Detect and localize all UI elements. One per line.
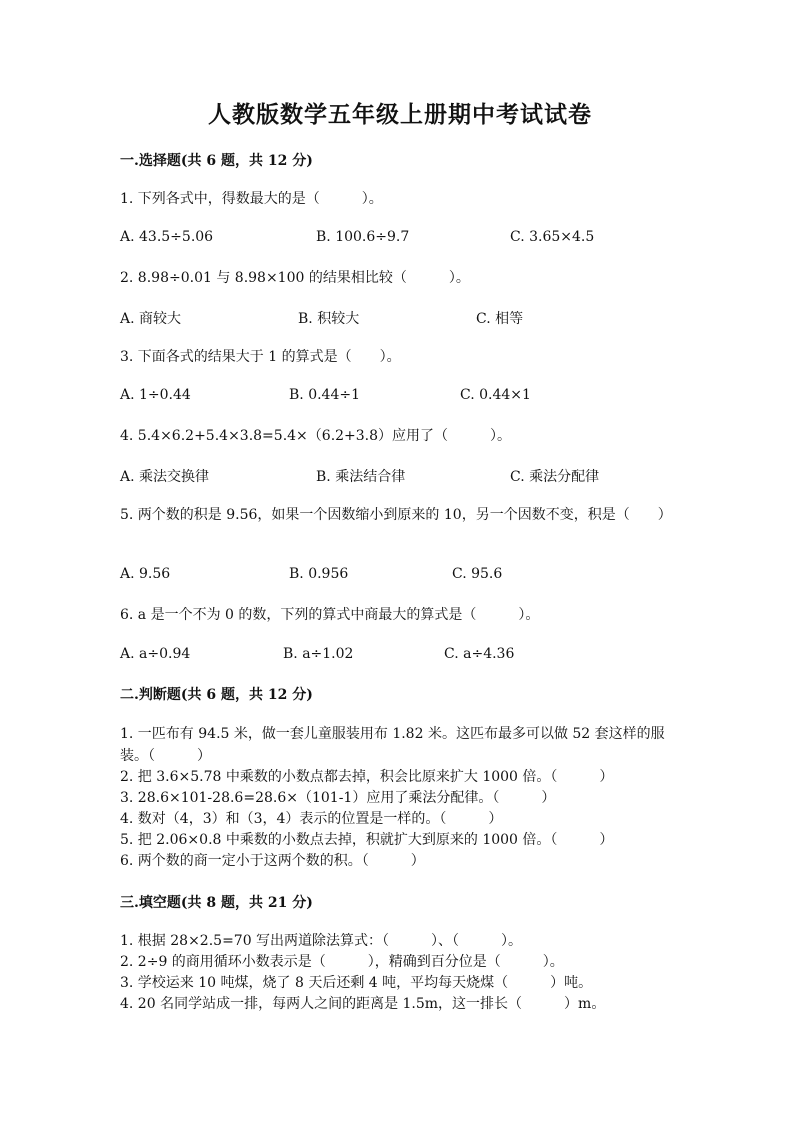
option-b: B. 100.6÷9.7 bbox=[316, 229, 410, 245]
question-text: 3. 下面各式的结果大于 1 的算式是（ ）。 bbox=[120, 349, 401, 365]
question-text: 4. 5.4×6.2+5.4×3.8=5.4×（6.2+3.8）应用了（ ）。 bbox=[120, 428, 512, 444]
question-text: 2. 8.98÷0.01 与 8.98×100 的结果相比较（ ）。 bbox=[120, 270, 470, 286]
option-c: C. 0.44×1 bbox=[460, 387, 531, 403]
option-b: B. 0.44÷1 bbox=[289, 387, 360, 403]
judgement-item: 4. 数对（4，3）和（3，4）表示的位置是一样的。（ ） bbox=[120, 811, 503, 827]
judgement-item: 3. 28.6×101-28.6=28.6×（101-1）应用了乘法分配律。（ ） bbox=[120, 790, 556, 806]
option-b: B. 乘法结合律 bbox=[316, 469, 406, 485]
fill-item: 4. 20 名同学站成一排，每两人之间的距离是 1.5m，这一排长（ ）m。 bbox=[120, 996, 606, 1012]
option-a: A. 43.5÷5.06 bbox=[120, 229, 214, 245]
option-a: A. 1÷0.44 bbox=[120, 387, 191, 403]
option-a: A. 商较大 bbox=[120, 311, 182, 327]
fill-item: 1. 根据 28×2.5=70 写出两道除法算式：（ ）、（ ）。 bbox=[120, 933, 523, 949]
question-text: 1. 下列各式中，得数最大的是（ ）。 bbox=[120, 191, 383, 207]
section-heading-fill: 三.填空题(共 8 题，共 21 分) bbox=[120, 895, 313, 911]
section-heading-choice: 一.选择题(共 6 题，共 12 分) bbox=[120, 153, 313, 169]
judgement-item: 2. 把 3.6×5.78 中乘数的小数点都去掉，积会比原来扩大 1000 倍。（ ） bbox=[120, 769, 614, 785]
option-c: C. 3.65×4.5 bbox=[510, 229, 595, 245]
option-a: A. a÷0.94 bbox=[120, 646, 191, 662]
option-c: C. 95.6 bbox=[452, 566, 503, 582]
option-c: C. 相等 bbox=[476, 311, 524, 327]
option-c: C. a÷4.36 bbox=[444, 646, 515, 662]
option-b: B. 0.956 bbox=[289, 566, 349, 582]
question-text: 6. a 是一个不为 0 的数，下列的算式中商最大的算式是（ ）。 bbox=[120, 607, 540, 623]
fill-item: 2. 2÷9 的商用循环小数表示是（ ），精确到百分位是（ ）。 bbox=[120, 954, 564, 970]
option-c: C. 乘法分配律 bbox=[510, 469, 600, 485]
judgement-item: 6. 两个数的商一定小于这两个数的积。（ ） bbox=[120, 853, 425, 869]
judgement-item: 5. 把 2.06×0.8 中乘数的小数点去掉，积就扩大到原来的 1000 倍。（ ） bbox=[120, 832, 614, 848]
judgement-item: 1. 一匹布有 94.5 米，做一套儿童服装用布 1.82 米。这匹布最多可以做 52 套这样的服装。（ ） bbox=[120, 726, 665, 764]
fill-item: 3. 学校运来 10 吨煤，烧了 8 天后还剩 4 吨，平均每天烧煤（ ）吨。 bbox=[120, 975, 593, 991]
section-heading-judgement: 二.判断题(共 6 题，共 12 分) bbox=[120, 687, 313, 703]
option-b: B. 积较大 bbox=[298, 311, 360, 327]
page-title: 人教版数学五年级上册期中考试试卷 bbox=[208, 101, 592, 128]
option-a: A. 9.56 bbox=[120, 566, 171, 582]
option-b: B. a÷1.02 bbox=[283, 646, 354, 662]
option-a: A. 乘法交换律 bbox=[120, 469, 210, 485]
question-text: 5. 两个数的积是 9.56，如果一个因数缩小到原来的 10，另一个因数不变，积是（ ） bbox=[120, 507, 672, 523]
